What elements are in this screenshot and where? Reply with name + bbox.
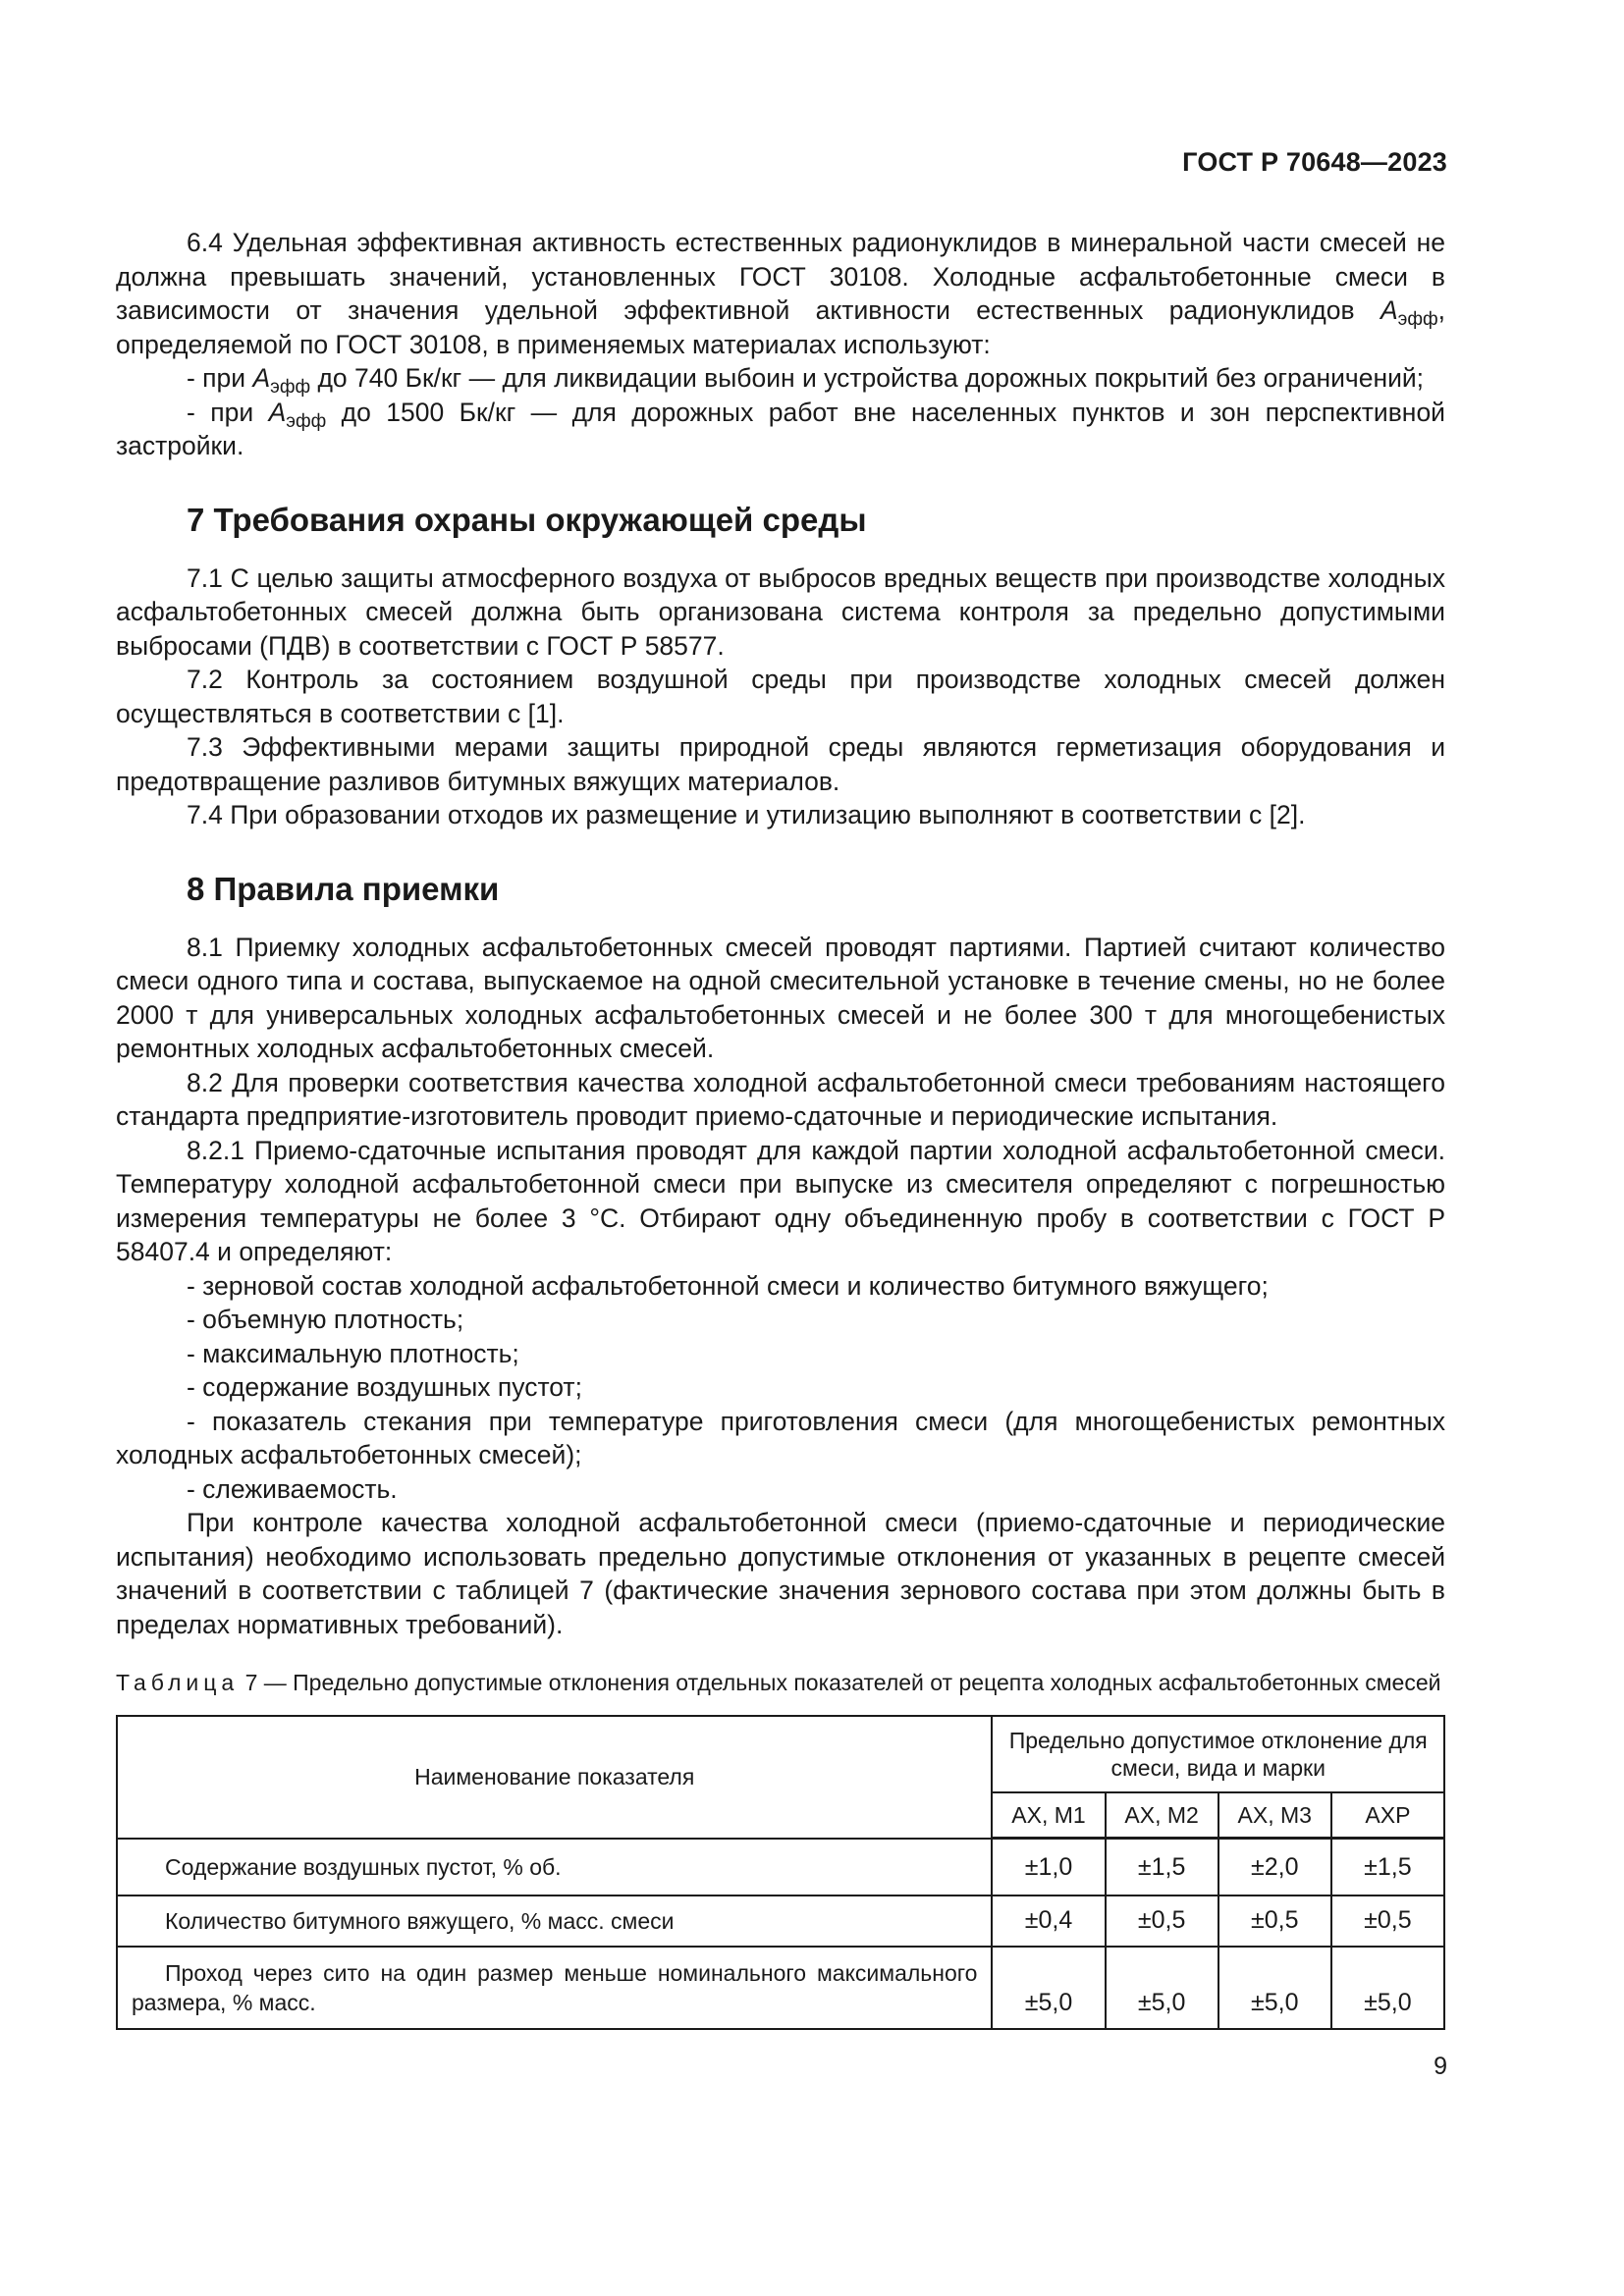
table-header-column: АХР <box>1331 1792 1444 1839</box>
table-7-caption: Таблица 7 — Предельно допустимые отклонения отдельных показателей от рецепта холодных асфальтобетонных смесей <box>116 1670 1441 1695</box>
table-row <box>117 1839 1444 1896</box>
table-row <box>117 1896 1444 1947</box>
page-number: 9 <box>1434 2053 1447 2080</box>
paragraph-8-2-1: 8.2.1 Приемо-сдаточные испытания проводят для каждой партии холодной асфальтобетонной смеси. Температуру холодной асфальтобетонной смеси при выпуске из смесителя определяют с погрешностью измерения температуры не более 3 °С. Отбирают одну объединенную пробу в соответствии с ГОСТ Р 58407.4 и определяют: <box>116 1135 1445 1266</box>
table-row <box>117 1947 1444 2029</box>
paragraph-8-2: 8.2 Для проверки соответствия качества холодной асфальтобетонной смеси требованиям настоящего стандарта предприятие-изготовитель проводит приемо-сдаточные и периодические испытания. <box>116 1067 1445 1131</box>
table-cell-value: ±5,0 <box>1218 1947 1331 2029</box>
list-item: - показатель стекания при температуре приготовления смеси (для многощебенистых ремонтных холодных асфальтобетонных смесей); <box>116 1406 1445 1469</box>
paragraph-8-1: 8.1 Приемку холодных асфальтобетонных смесей проводят партиями. Партией считают количество смеси одного типа и состава, выпускаемое на одной смесительной установке в течение смены, но не более 2000 т для универсальных холодных асфальтобетонных смесей и не более 300 т для многощебенистых ремонтных холодных асфальтобетонных смесей. <box>116 932 1445 1063</box>
table-header-column: АХ, М1 <box>992 1792 1105 1839</box>
section-8-title: 8 Правила приемки <box>187 870 500 907</box>
paragraph-7-3: 7.3 Эффективными мерами защиты природной среды являются герметизация оборудования и предотвращение разливов битумных вяжущих материалов. <box>116 732 1445 796</box>
table-header-column: АХ, М2 <box>1106 1792 1218 1839</box>
table-cell-value: ±0,5 <box>1218 1896 1331 1947</box>
table-cell-value: ±5,0 <box>1331 1947 1444 2029</box>
table-cell-name: Проход через сито на один размер меньше номинального максимального размера, % масс. <box>117 1947 992 2029</box>
list-item-a-740: - при $A_{эфф}$ до 740 Бк/кг — для ликвидации выбоин и устройства дорожных покрытий без ограничений; <box>187 363 1425 398</box>
table-cell-value: ±5,0 <box>1106 1947 1218 2029</box>
paragraph-7-4: 7.4 При образовании отходов их размещение и утилизацию выполняют в соответствии с [2]. <box>187 800 1306 829</box>
table-cell-value: ±5,0 <box>992 1947 1105 2029</box>
table-header-deviation-group: Предельно допустимое отклонение для смеси, вида и марки <box>992 1716 1444 1792</box>
paragraph-7-2: 7.2 Контроль за состоянием воздушной среды при производстве холодных смесей должен осуществляться в соответствии с [1]. <box>116 665 1445 728</box>
list-item: - содержание воздушных пустот; <box>187 1372 582 1402</box>
paragraph-6-4: 6.4 Удельная эффективная активность естественных радионуклидов в минеральной части смесей не должна превышать значений, установленных ГОСТ 30108. Холодные асфальтобетонные смеси в зависимости от значения удельной эффективной активности естественных радионуклидов $A_{эфф}$, определяемой по ГОСТ 30108, в применяемых материалах используют: <box>116 228 1445 359</box>
list-item: - максимальную плотность; <box>187 1338 519 1368</box>
document-body <box>116 226 1445 2030</box>
table-cell-value: ±0,5 <box>1106 1896 1218 1947</box>
list-item-a-1500: - при $A_{эфф}$ до 1500 Бк/кг — для дорожных работ вне населенных пунктов и зон перспективной застройки. <box>116 397 1445 460</box>
paragraph-7-1: 7.1 С целью защиты атмосферного воздуха от выбросов вредных веществ при производстве холодных асфальтобетонных смесей должна быть организована система контроля за предельно допустимыми выбросами (ПДВ) в соответствии с ГОСТ Р 58577. <box>116 562 1445 661</box>
list-item: - объемную плотность; <box>187 1305 464 1334</box>
table-7 <box>116 1715 1445 2030</box>
list-item: - слеживаемость. <box>187 1473 398 1504</box>
table-header-name: Наименование показателя <box>117 1716 992 1839</box>
table-cell-value: ±2,0 <box>1218 1839 1331 1896</box>
table-cell-value: ±0,4 <box>992 1896 1105 1947</box>
document-code-header: ГОСТ Р 70648—2023 <box>1182 147 1447 177</box>
table-cell-value: ±1,5 <box>1331 1839 1444 1896</box>
table-cell-value: ±0,5 <box>1331 1896 1444 1947</box>
table-header-column: АХ, М3 <box>1218 1792 1331 1839</box>
table-cell-value: ±1,5 <box>1106 1839 1218 1896</box>
list-item: - зерновой состав холодной асфальтобетонной смеси и количество битумного вяжущего; <box>187 1270 1269 1301</box>
paragraph-quality-control: При контроле качества холодной асфальтобетонной смеси (приемо-сдаточные и периодические испытания) необходимо использовать предельно допустимые отклонения от указанных в рецепте смесей значений в соответствии с таблицей 7 (фактические значения зернового состава при этом должны быть в пределах нормативных требований). <box>116 1508 1445 1639</box>
table-cell-name: Количество битумного вяжущего, % масс. смеси <box>117 1896 992 1947</box>
table-cell-value: ±1,0 <box>992 1839 1105 1896</box>
table-cell-name: Содержание воздушных пустот, % об. <box>117 1839 992 1896</box>
section-7-title: 7 Требования охраны окружающей среды <box>187 501 867 538</box>
